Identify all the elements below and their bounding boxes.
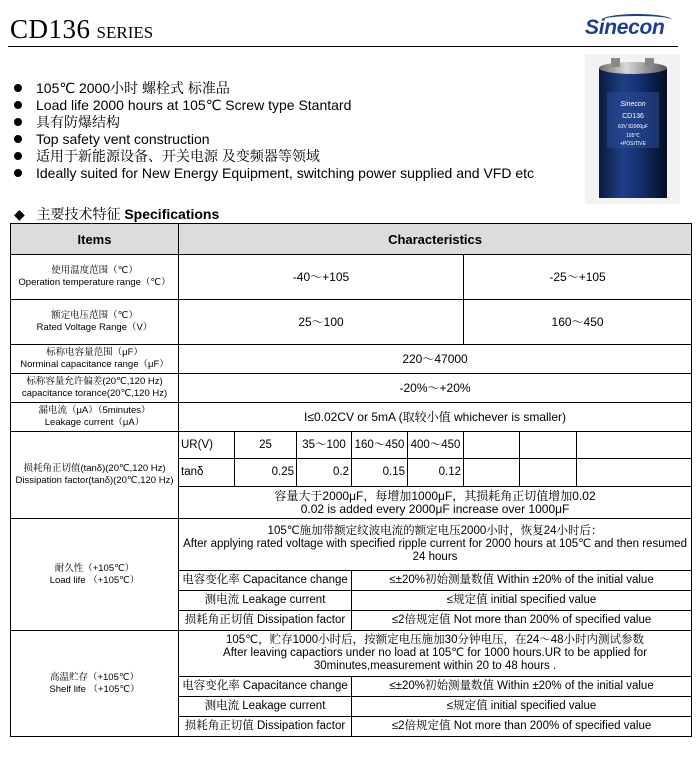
sub-label: 损耗角正切值 Dissipation factor: [179, 717, 352, 737]
spec-table: [10, 223, 692, 737]
tan-value: 0.15: [352, 459, 408, 487]
sub-label: 电容变化率 Capacitance change: [179, 677, 352, 697]
brand-logo: Sinecon: [585, 16, 665, 39]
table-row: [11, 403, 692, 432]
series-label: SERIES: [96, 23, 154, 42]
spec-heading-en: Specifications: [124, 206, 220, 222]
row-label: 使用温度范围（℃） Operation temperature range（℃）: [11, 255, 179, 300]
cap-temp: 105℃: [626, 133, 640, 139]
ur-label: UR(V): [179, 432, 235, 459]
sub-label: 损耗角正切值 Dissipation factor: [179, 611, 352, 631]
load-life-desc: 105℃施加带额定纹波电流的额定电压2000小时，恢复24小时后： After applying rated voltage with specified ripple current for 2000 hours at 105℃ and then resumed 24 hours: [179, 519, 692, 571]
shelf-life-desc: 105℃，贮存1000小时后，按额定电压施加30分钟电压，在24～48小时内测试参数 After leaving capactiors under no load at 105℃ for 1000 hours.UR to be applied for 30minutes,measurement within 20 to 48 hours .: [179, 631, 692, 677]
row-label: 漏电流（μA）（5minutes） Leakage current（μA）: [11, 403, 179, 432]
bullet-icon: [14, 84, 22, 92]
table-row: [11, 374, 692, 403]
characteristics-header: Characteristics: [179, 224, 692, 255]
feature-item: Ideally suited for New Energy Equipment, switching power supplied and VFD etc: [14, 165, 534, 182]
table-header-row: [11, 224, 692, 255]
table-row: [11, 345, 692, 374]
sub-label: 电容变化率 Capacitance change: [179, 571, 352, 591]
table-row: [11, 432, 692, 459]
sub-value: ≤2倍规定值 Not more than 200% of specified value: [352, 717, 692, 737]
cap-rating: 63V 82000μF: [617, 124, 649, 130]
cell-value: I≤0.02CV or 5mA (取较小值 whichever is smaller): [179, 403, 692, 432]
cell-value: 160～450: [464, 300, 692, 345]
row-label: 高温贮存（+105℃） Shelf life （+105℃）: [11, 631, 179, 737]
sub-value: ≤规定值 initial specified value: [352, 697, 692, 717]
tan-value: 0.25: [235, 459, 297, 487]
row-label: 额定电压范围（℃） Rated Voltage Range（V）: [11, 300, 179, 345]
row-label: 耐久性（+105℃） Load life （+105℃）: [11, 519, 179, 631]
feature-item: 具有防爆结构: [14, 114, 534, 131]
sub-value: ≤±20%初始测量数值 Within ±20% of the initial value: [352, 677, 692, 697]
header-divider: [8, 46, 678, 47]
cap-polarity: +POSITIVE: [620, 141, 646, 147]
series-model: CD136: [10, 14, 91, 44]
dissipation-note: 容量大于2000μF，每增加1000μF，其损耗角正切值增加0.02 0.02 is added every 2000μF increase over 1000μF: [179, 487, 692, 519]
spec-heading: [14, 204, 219, 224]
feature-item: Top safety vent construction: [14, 131, 534, 148]
capacitor-image: [585, 54, 680, 204]
feature-item: 适用于新能源设备、开关电源 及变频器等领域: [14, 148, 534, 165]
row-label: 损耗角正切值(tanδ)(20℃,120 Hz) Dissipation factor(tanδ)(20℃,120 Hz): [11, 432, 179, 519]
tan-value: 0.12: [408, 459, 464, 487]
feature-item: 105℃ 2000小时 螺栓式 标准品: [14, 80, 534, 97]
bullet-icon: [14, 169, 22, 177]
table-row: [11, 300, 692, 345]
feature-list: [14, 80, 534, 182]
cell-value: -40～+105: [179, 255, 464, 300]
feature-item: Load life 2000 hours at 105℃ Screw type Stantard: [14, 97, 534, 114]
bullet-icon: [14, 152, 22, 160]
tan-label: tanδ: [179, 459, 235, 487]
ur-value: 35～100: [297, 432, 352, 459]
bullet-icon: [14, 101, 22, 109]
cell-value: 25～100: [179, 300, 464, 345]
cap-brand: Sinecon: [620, 101, 646, 108]
sub-label: 测电流 Leakage current: [179, 591, 352, 611]
cell-value: 220～47000: [179, 345, 692, 374]
tan-value: 0.2: [297, 459, 352, 487]
cell-value: -20%～+20%: [179, 374, 692, 403]
sub-value: ≤±20%初始测量数值 Within ±20% of the initial value: [352, 571, 692, 591]
cell-value: -25～+105: [464, 255, 692, 300]
sub-value: ≤规定值 initial specified value: [352, 591, 692, 611]
page-title: [10, 14, 153, 45]
table-row: [11, 631, 692, 677]
sub-label: 测电流 Leakage current: [179, 697, 352, 717]
cap-model: CD136: [622, 113, 644, 120]
bullet-icon: [14, 118, 22, 126]
spec-heading-cn: 主要技术特征: [36, 206, 121, 222]
items-header: Items: [11, 224, 179, 255]
row-label: 标称电容量范围（μF） Norminal capacitance range（μF）: [11, 345, 179, 374]
table-row: [11, 255, 692, 300]
ur-value: 25: [235, 432, 297, 459]
diamond-icon: ◆: [14, 206, 25, 222]
table-row: [11, 519, 692, 571]
ur-value: 400～450: [408, 432, 464, 459]
sub-value: ≤2倍规定值 Not more than 200% of specified value: [352, 611, 692, 631]
bullet-icon: [14, 135, 22, 143]
ur-value: 160～450: [352, 432, 408, 459]
row-label: 标称容量允许偏差(20℃,120 Hz) capacitance torance(20℃,120 Hz): [11, 374, 179, 403]
